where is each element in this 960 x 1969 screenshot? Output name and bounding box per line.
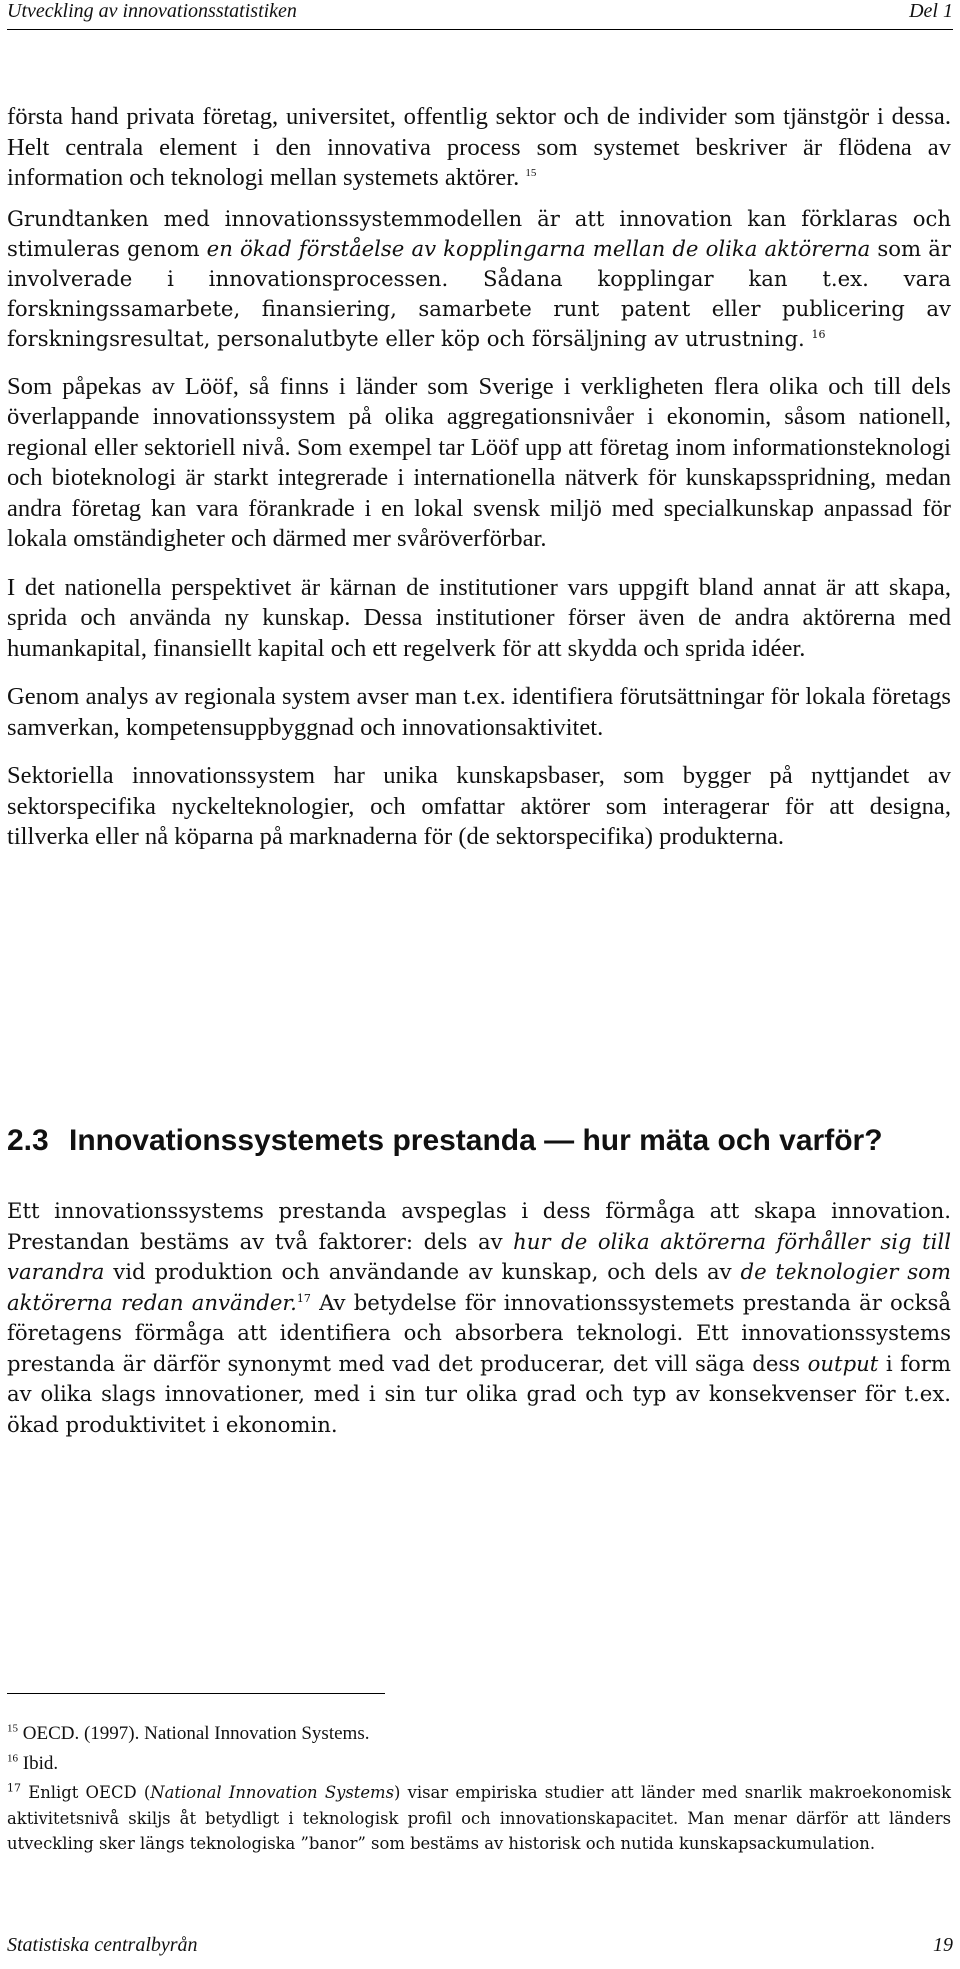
footnote-17-text-a: Enligt OECD (: [28, 1783, 151, 1802]
paragraph-1-text: första hand privata företag, universitet, offentlig sektor och de individer som tjänstgör i dessa. Helt centrala element i den innovativa process som systemet beskriver är flödena av information och teknologi mellan systemets aktörer.: [7, 103, 951, 191]
footnotes: [7, 1720, 951, 1860]
footnote-divider: [7, 1693, 385, 1694]
section-emphasis-1: hur de olika aktörerna förhåller sig till varandra: [7, 1228, 951, 1284]
running-header: [7, 0, 953, 30]
footnote-ref-16[interactable]: 16: [811, 327, 826, 341]
footnote-17: [7, 1780, 951, 1857]
section-emphasis-2: de teknologier som aktörerna redan använder.: [7, 1259, 951, 1315]
section-number: 2.3: [7, 1124, 49, 1157]
section-emphasis-3: output: [807, 1350, 879, 1376]
paragraph-2-text-a: Grundtanken med innovationssystemmodellen är att innovation kan förklaras och stimuleras genom: [7, 205, 951, 261]
section-title: Innovationssystemets prestanda — hur mäta och varför?: [69, 1124, 883, 1157]
paragraph-4: I det nationella perspektivet är kärnan de institutioner vars uppgift bland annat är att skapa, sprida och använda ny kunskap. Dessa institutioner förser även de andra aktörerna med humankapital, finansiellt kapital och ett regelverk för att skydda och sprida idéer.: [7, 573, 951, 662]
footnote-17-number: 17: [7, 1781, 21, 1795]
header-part: Del 1: [909, 0, 953, 22]
footnote-15: [7, 1720, 951, 1747]
footnote-16-number: 16: [7, 1752, 18, 1765]
section-text-b: vid produktion och användande av kunskap, och dels av: [104, 1259, 741, 1284]
paragraph-5: Genom analys av regionala system avser man t.ex. identifiera förutsättningar för lokala företags samverkan, kompetensuppbyggnad och innovationsaktivitet.: [7, 683, 951, 741]
footnote-17-emphasis: National Innovation Systems: [150, 1783, 394, 1802]
footnote-15-number: 15: [7, 1722, 18, 1735]
page-number: 19: [933, 1934, 953, 1956]
paragraph-3: Som påpekas av Lööf, så finns i länder som Sverige i verkligheten flera olika och till dels överlappande innovationssystem på olika aggregationsnivåer i ekonomin, såsom nationell, regional eller sektoriell nivå. Som exempel tar Lööf upp att företag inom informationsteknologi och bioteknologi är starkt integrerade i internationella nätverk för kunskapsspridning, medan andra företag kan vara förankrade i en lokal svensk miljö med specialkunskap anpassad för lokala omständigheter och därmed mer svåröverförbar.: [7, 372, 951, 552]
footnote-16: [7, 1750, 951, 1777]
paragraph-1: [7, 102, 951, 194]
paragraph-2-emphasis: en ökad förståelse av kopplingarna mellan de olika aktörerna: [206, 235, 871, 261]
footnote-ref-15[interactable]: 15: [525, 166, 537, 179]
footer-publisher: Statistiska centralbyrån: [7, 1934, 198, 1956]
body-text: [7, 102, 951, 871]
paragraph-6: Sektoriella innovationssystem har unika kunskapsbaser, som bygger på nyttjandet av sektorspecifika nyckelteknologier, och omfattar aktörer som interagerar för att designa, tillverka eller nå köparna på marknaderna för (de sektorspecifika) produkterna.: [7, 762, 951, 850]
footnote-ref-17[interactable]: 17: [296, 1291, 311, 1305]
section-heading: [7, 1124, 951, 1158]
section-paragraph: [7, 1196, 951, 1440]
paragraph-2-text-b: som är involverade i innovationsprocessen. Sådana kopplingar kan t.ex. vara forskningssamarbete, finansiering, samarbete runt patent eller publicering av forskningsresultat, personalutbyte eller köp och försäljning av utrustning.: [7, 235, 951, 351]
section-text-c: Av betydelse för innovationssystemets prestanda är också företagens förmåga att identifiera och absorbera teknologi. Ett innovationssystems prestanda är därför synonymt med vad det producerar, det vill säga dess: [7, 1289, 951, 1376]
section-body: [7, 1196, 951, 1440]
footnote-17-text-b: ) visar empiriska studier att länder med snarlik makroekonomisk aktivitetsnivå skiljs åt betydligt i teknologisk profil och innovationskapacitet. Man menar därför att länders utveckling sker längs teknologiska ”banor” som bestäms av historisk och nutida kunskapsackumulation.: [7, 1783, 952, 1853]
header-title: Utveckling av innovationsstatistiken: [7, 0, 297, 22]
footnote-16-text: Ibid.: [22, 1753, 59, 1774]
paragraph-2: [7, 204, 951, 354]
section-text-a: Ett innovationssystems prestanda avspeglas i dess förmåga att skapa innovation. Prestandan bestäms av två faktorer: dels av: [7, 1198, 951, 1254]
section-text-d: i form av olika slags innovationer, med i sin tur olika grad och typ av konsekvenser för t.ex. ökad produktivitet i ekonomin.: [7, 1350, 951, 1437]
footnote-15-text: OECD. (1997). National Innovation Systems.: [22, 1723, 370, 1744]
